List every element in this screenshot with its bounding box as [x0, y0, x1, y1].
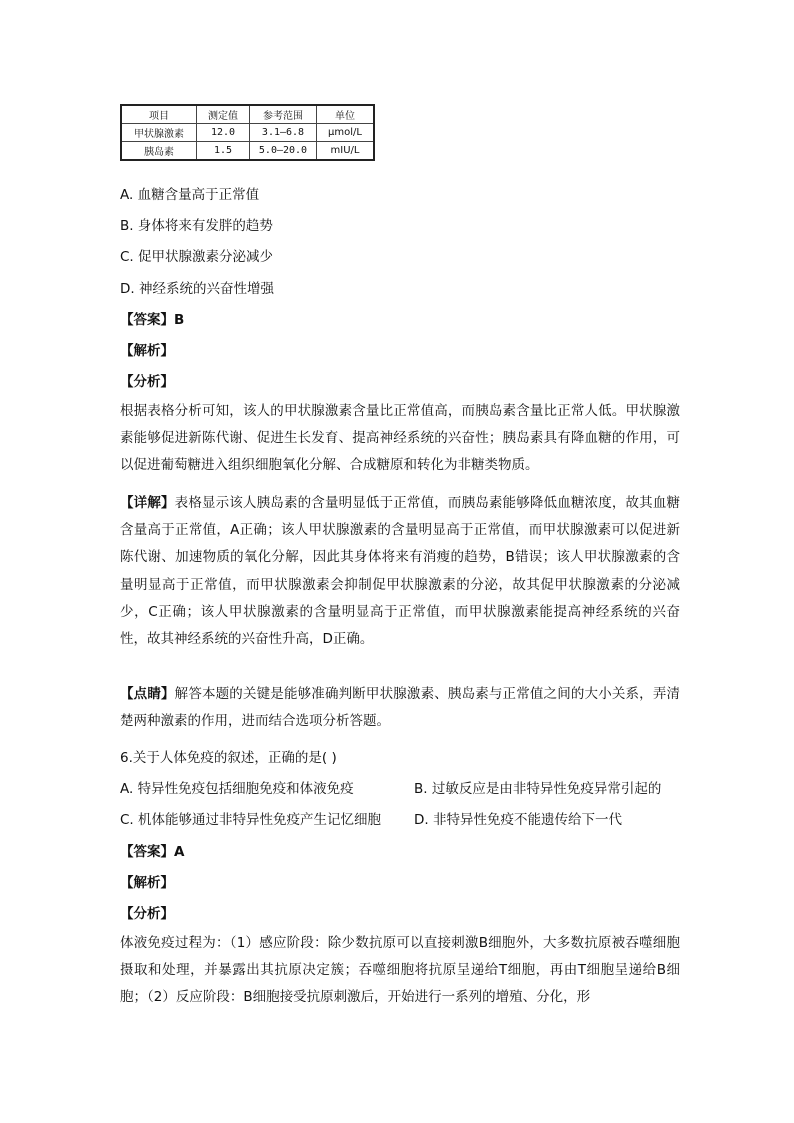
point-text: 解答本题的关键是能够准确判断甲状腺激素、胰岛素与正常值之间的大小关系，弄清楚两种激素的作用，进而结合选项分析答题。: [120, 686, 681, 730]
table-cell: 胰岛素: [121, 142, 197, 161]
table-cell: 5.0—20.0: [250, 142, 317, 161]
analysis-heading: 【解析】: [120, 343, 174, 359]
option-d: D. 神经系统的兴奋性增强: [120, 281, 274, 297]
detail-tag: 【详解】: [120, 495, 175, 511]
table-cell: 12.0: [197, 124, 250, 142]
point-tag: 【点睛】: [120, 686, 175, 702]
table-header-cell: 参考范围: [250, 105, 317, 124]
question-6-stem: 6.关于人体免疫的叙述，正确的是( ): [120, 750, 337, 766]
detail-paragraph: [120, 490, 680, 653]
q6-fenxi-paragraph: 体液免疫过程为：（1）感应阶段：除少数抗原可以直接刺激B细胞外，大多数抗原被吞噬细胞摄取和处理，并暴露出其抗原决定簇；吞噬细胞将抗原呈递给T细胞，再由T细胞呈递给B细胞；（2）反应阶段：B细胞接受抗原刺激后，开始进行一系列的增殖、分化，形: [120, 935, 680, 1006]
detail-text: 表格显示该人胰岛素的含量明显低于正常值，而胰岛素能够降低血糖浓度，故其血糖含量高于正常值，A正确；该人甲状腺激素的含量明显高于正常值，而甲状腺激素可以促进新陈代谢、加速物质的氧化分解，因此其身体将来有消瘦的趋势，B错误；该人甲状腺激素的含量明显高于正常值，而甲状腺激素会抑制促甲状腺激素的分泌，故其促甲状腺激素的分泌减少，C正确；该人甲状腺激素的含量明显高于正常值，而甲状腺激素能提高神经系统的兴奋性，故其神经系统的兴奋性升高，D正确。: [120, 495, 681, 648]
table-header-cell: 项目: [121, 105, 197, 124]
q6-answer-label: 【答案】A: [120, 844, 185, 860]
q6-option-b: B. 过敏反应是由非特异性免疫异常引起的: [414, 781, 662, 797]
q6-option-c: C. 机体能够通过非特异性免疫产生记忆细胞: [120, 812, 382, 828]
table-cell: 3.1—6.8: [250, 124, 317, 142]
table-cell: 1.5: [197, 142, 250, 161]
table-header-row: [121, 105, 374, 124]
option-c: C. 促甲状腺激素分泌减少: [120, 249, 274, 265]
table-row: [121, 124, 374, 142]
point-paragraph: [120, 681, 680, 735]
q6-option-a: A. 特异性免疫包括细胞免疫和体液免疫: [120, 781, 354, 797]
table-cell: μmol/L: [317, 124, 375, 142]
option-a: A. 血糖含量高于正常值: [120, 187, 260, 203]
table-header-cell: 测定值: [197, 105, 250, 124]
q6-option-d: D. 非特异性免疫不能遗传给下一代: [414, 812, 622, 828]
table-cell: 甲状腺激素: [121, 124, 197, 142]
table-row: [121, 142, 374, 161]
lab-results-table: [120, 104, 375, 161]
option-b: B. 身体将来有发胖的趋势: [120, 218, 273, 234]
fenxi-heading: 【分析】: [120, 374, 174, 390]
answer-label: 【答案】B: [120, 312, 185, 328]
table-header-cell: 单位: [317, 105, 375, 124]
table-cell: mIU/L: [317, 142, 375, 161]
fenxi-paragraph: 根据表格分析可知，该人的甲状腺激素含量比正常值高，而胰岛素含量比正常人低。甲状腺激素能够促进新陈代谢、促进生长发育、提高神经系统的兴奋性；胰岛素具有降血糖的作用，可以促进葡萄糖进入组织细胞氧化分解、合成糖原和转化为非糖类物质。: [120, 403, 680, 474]
q6-analysis-heading: 【解析】: [120, 875, 174, 891]
q6-fenxi-heading: 【分析】: [120, 906, 174, 922]
